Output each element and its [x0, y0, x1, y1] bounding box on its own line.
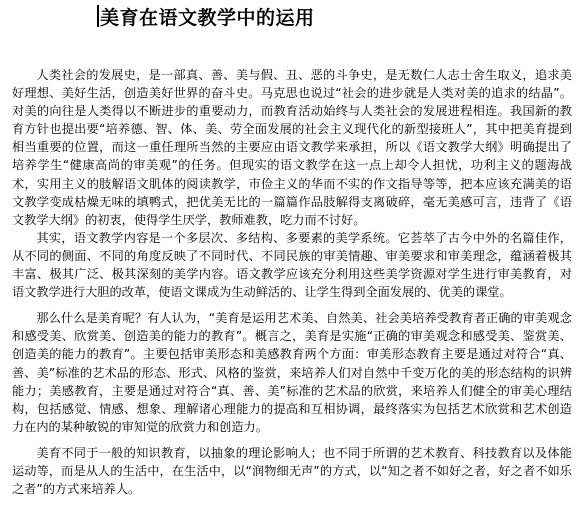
paragraph-4: 美育不同于一般的知识教育，以抽象的理论影响人；也不同于所谓的艺术教育、科技教育以及体能运动等，而是从人的生活中，在生活中，以“润物细无声”的方式，以“知之者不如好之者，好之者不如乐之者”的方式来培养人。: [12, 445, 572, 497]
text-cursor: [97, 5, 99, 27]
paragraph-3: 那么什么是美育呢？有人认为，“美育是运用艺术美、自然美、社会美培养受教育者正确的审美观念和感受美、欣赏美、创造美的能力的教育”。概言之，美育是实施“正确的审美观念和感受美、鉴赏美、创造美的能力的教育”。主要包括审美形态和美感教育两个方面：审美形态教育主要是通过对符合“真、善、美”标准的艺术品的形态、形式、风格的鉴赏，来培养人们对自然中千变万化的美的形态结构的识辨能力；美感教育，主要是通过对符合“真、善、美”标准的艺术品的欣赏，来培养人们健全的审美心理结构，包括感觉、情感、想象、理解诸心理能力的提高和互相协调，最终落实为包括艺术欣赏和艺术创造力在内的某种敏锐的审知觉的欣赏力和创造力。: [12, 311, 572, 434]
document-body: [12, 66, 572, 498]
document-title: 美育在语文教学中的运用: [100, 6, 315, 29]
title-line: [97, 3, 315, 29]
paragraph-1: 人类社会的发展史，是一部真、善、美与假、丑、恶的斗争史，是无数仁人志士舍生取义，追求美好理想、美好生活，创造美好世界的奋斗史。马克思也说过“社会的进步就是人类对美的追求的结晶”。对美的向往是人类得以不断进步的重要动力，而教育活动始终与人类社会的发展进程相连。我国新的教育方针也提出要“培养德、智、体、美、劳全面发展的社会主义现代化的新型接班人”，其中把美育提到相当重要的位置，而这一重任理所当然的主要应由语文教学来承担，所以《语文教学大纲》明确提出了培养学生“健康高尚的审美观”的任务。但现实的语文教学在这一点上却令人担忧，功利主义的题海战术，实用主义的肢解语文肌体的阅读教学，市俭主义的华而不实的作文指导等等，把本应该充满美的语文教学变成枯燥无味的填鸭式，把优美无比的一篇篇作品肢解得支离破碎，毫无美感可言，违背了《语文教学大纲》的初衷，使得学生厌学，教师难教，吃力而不讨好。: [12, 68, 572, 227]
paragraph-2: 其实，语文教学内容是一个多层次、多结构、多要素的美学系统。它荟萃了古今中外的名篇佳作，从不同的侧面、不同的角度反映了不同时代、不同民族的审美情趣、审美要求和审美理念，蕴涵着极其丰富、极其广泛、极其深刻的美学内容。语文教学应该充分利用这些美学资源对学生进行审美教育，对语文教学进行大胆的改革，使语文课成为生动鲜活的、让学生得到全面发展的、优美的课堂。: [12, 230, 572, 300]
